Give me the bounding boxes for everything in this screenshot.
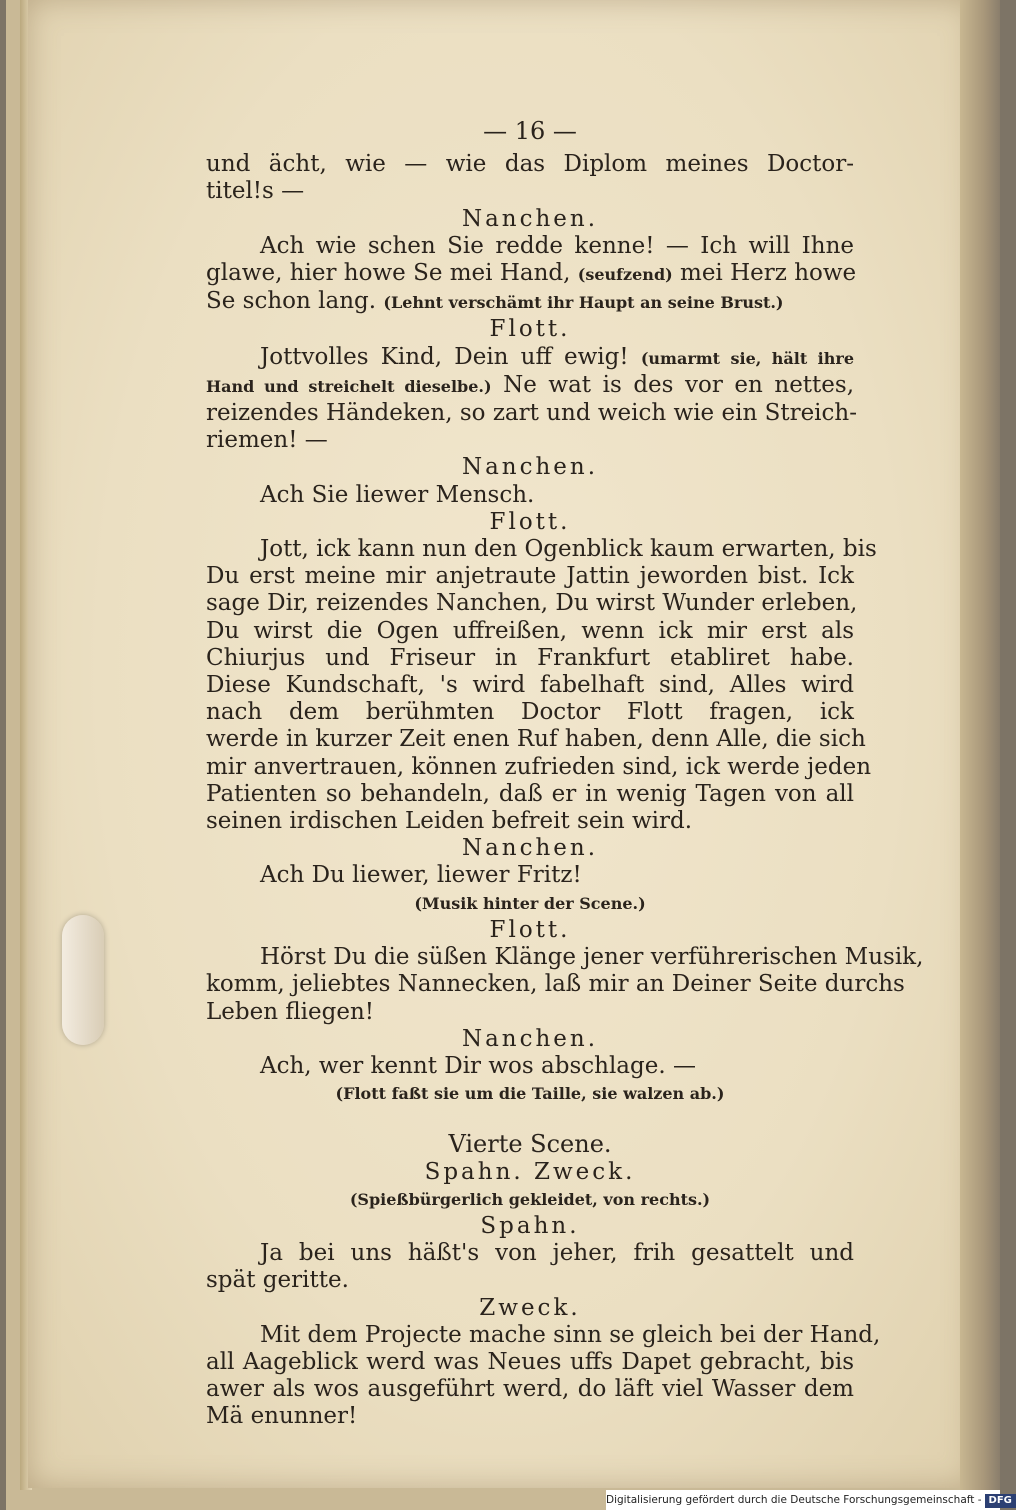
text-line: Patienten so behandeln, daß er in wenig Tagen von all [206,780,854,807]
stage-direction: Hand und streichelt dieselbe.) [206,376,492,396]
text-line: Leben fliegen! [206,998,375,1025]
dfg-logo: DFG [985,1494,1016,1508]
text-line [206,288,854,316]
text-line [206,260,857,288]
speaker-name: Nanchen. [461,1025,599,1052]
stage-direction: (umarmt sie, hält ihre [640,348,854,368]
text-line: reizendes Händeken, so zart und weich wie ein Streich- [206,400,857,427]
digitization-footer [606,1490,1012,1510]
text-line [206,372,854,400]
text-span: Se schon lang. [206,288,377,315]
text-span: Ne wat is des vor en nettes, [503,371,855,398]
text-line: all Aageblick werd was Neues uffs Dapet gebracht, bis [206,1348,854,1375]
text-span: glawe, hier howe Se mei Hand, [206,260,571,287]
stage-direction: (Musik hinter der Scene.) [414,893,646,913]
text-line: Du wirst die Ogen uffreißen, wenn ick mir erst als [206,617,854,644]
speaker-name: Zweck. [479,1294,581,1321]
scene-heading: Vierte Scene. [448,1130,612,1159]
text-line: titel!s — [206,178,305,205]
text-line: riemen! — [206,427,328,454]
text-line: seinen irdischen Leiden befreit sein wird. [206,808,693,835]
stage-direction: (Lehnt verschämt ihr Haupt an seine Brust.) [383,293,784,313]
text-line: Ach Du liewer, liewer Fritz! [260,862,582,889]
text-line: und ächt, wie — wie das Diplom meines Doctor- [206,151,854,178]
text-span: mei Herz howe [680,260,857,287]
text-line: Du erst meine mir anjetraute Jattin jeworden bist. Ick [206,563,854,590]
text-line: awer als wos ausgeführt werd, do läft viel Wasser dem [206,1376,854,1403]
text-span: Jottvolles Kind, Dein uff ewig! [260,343,629,370]
stage-direction: (Flott faßt sie um die Taille, sie walzen ab.) [335,1084,725,1104]
page-number: — 16 — [483,117,577,145]
stage-direction: (Spießbürgerlich gekleidet, von rechts.) [349,1189,711,1209]
text-line: Ach wie schen Sie redde kenne! — Ich will Ihne [260,232,854,259]
text-line: Ja bei uns häßt's von jeher, frih gesattelt und [260,1240,854,1267]
speaker-name: Spahn. [480,1212,580,1239]
text-line: Ach Sie liewer Mensch. [260,481,535,508]
thumb [62,915,104,1045]
text-line: Hörst Du die süßen Klänge jener verführerischen Musik, [260,944,924,971]
text-line: Chiurjus und Friseur in Frankfurt etabliret habe. [206,644,854,671]
text-line: Jott, ick kann nun den Ogenblick kaum erwarten, bis [260,536,877,563]
text-line: nach dem berühmten Doctor Flott fragen, ick [206,699,854,726]
text-line: Ach, wer kennt Dir wos abschlage. — [260,1052,696,1079]
text-line: spät geritte. [206,1267,349,1294]
book-spine [960,0,1000,1500]
speaker-name: Nanchen. [461,835,599,862]
text-line: komm, jeliebtes Nannecken, laß mir an Deiner Seite durchs [206,971,905,998]
text-line: sage Dir, reizendes Nanchen, Du wirst Wunder erleben, [206,590,858,617]
text-line [206,344,854,372]
scene-characters: Spahn. Zweck. [424,1158,636,1185]
stage-direction: (seufzend) [577,265,673,285]
speaker-name: Flott. [489,316,571,343]
footer-text: Digitalisierung gefördert durch die Deutsche Forschungsgemeinschaft - [606,1494,982,1506]
text-line: Mä enunner! [206,1403,358,1430]
speaker-name: Flott. [489,916,571,943]
text-line: Diese Kundschaft, 's wird fabelhaft sind, Alles wird [206,672,854,699]
text-line: Mit dem Projecte mache sinn se gleich bei der Hand, [260,1321,881,1348]
speaker-name: Nanchen. [461,205,599,232]
speaker-name: Nanchen. [461,454,599,481]
text-line: mir anvertrauen, können zufrieden sind, ick werde jeden [206,753,872,780]
speaker-name: Flott. [489,508,571,535]
text-line: werde in kurzer Zeit enen Ruf haben, denn Alle, die sich [206,726,866,753]
page-text [206,117,924,1431]
